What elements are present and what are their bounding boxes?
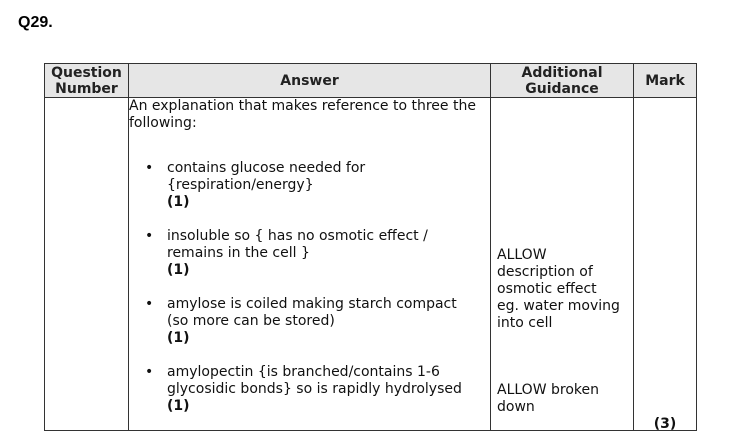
answer-intro-line-1: An explanation that makes reference to three the bbox=[129, 98, 476, 114]
point-3-line-2: (so more can be stored) bbox=[167, 313, 335, 329]
guidance-1-line-3: osmotic effect bbox=[497, 281, 597, 297]
guidance-1-line-1: ALLOW bbox=[497, 247, 547, 263]
mark-total: (3) bbox=[653, 416, 677, 432]
point-4-mark: (1) bbox=[167, 398, 190, 414]
bullet-icon: • bbox=[145, 296, 154, 312]
answer-row bbox=[45, 98, 697, 431]
question-title: Q29. bbox=[18, 14, 53, 31]
point-1-mark: (1) bbox=[167, 194, 190, 210]
guidance-1-line-4: eg. water moving bbox=[497, 298, 620, 314]
mark-scheme-table bbox=[44, 63, 697, 431]
answer-point-1 bbox=[129, 160, 490, 211]
answer-intro-line-2: following: bbox=[129, 115, 197, 131]
bullet-icon: • bbox=[145, 160, 154, 176]
bullet-icon: • bbox=[145, 364, 154, 380]
header-answer: Answer bbox=[129, 64, 491, 98]
point-1-line-1: contains glucose needed for bbox=[167, 160, 366, 176]
guidance-cell bbox=[491, 98, 634, 431]
guidance-2-line-1: ALLOW broken bbox=[497, 382, 599, 398]
bullet-icon: • bbox=[145, 228, 154, 244]
point-2-line-2: remains in the cell } bbox=[167, 245, 310, 261]
guidance-block-1 bbox=[491, 247, 633, 332]
answer-cell bbox=[129, 98, 491, 431]
answer-point-4 bbox=[129, 364, 490, 415]
mark-cell bbox=[634, 98, 697, 431]
guidance-1-line-2: description of bbox=[497, 264, 593, 280]
answer-point-2 bbox=[129, 228, 490, 279]
point-1-line-2: {respiration/energy} bbox=[167, 177, 314, 193]
header-row bbox=[45, 64, 697, 98]
header-mark: Mark bbox=[634, 64, 697, 98]
guidance-1-line-5: into cell bbox=[497, 315, 553, 331]
header-additional-guidance: Additional Guidance bbox=[491, 64, 634, 98]
point-2-mark: (1) bbox=[167, 262, 190, 278]
point-4-line-2: glycosidic bonds} so is rapidly hydrolysed bbox=[167, 381, 462, 397]
guidance-2-line-2: down bbox=[497, 399, 535, 415]
answer-point-3 bbox=[129, 296, 490, 347]
point-4-line-1: amylopectin {is branched/contains 1-6 bbox=[167, 364, 440, 380]
point-3-line-1: amylose is coiled making starch compact bbox=[167, 296, 457, 312]
point-2-line-1: insoluble so { has no osmotic effect / bbox=[167, 228, 428, 244]
guidance-block-2 bbox=[491, 382, 633, 416]
question-number-cell bbox=[45, 98, 129, 431]
point-3-mark: (1) bbox=[167, 330, 190, 346]
header-question-number: Question Number bbox=[45, 64, 129, 98]
